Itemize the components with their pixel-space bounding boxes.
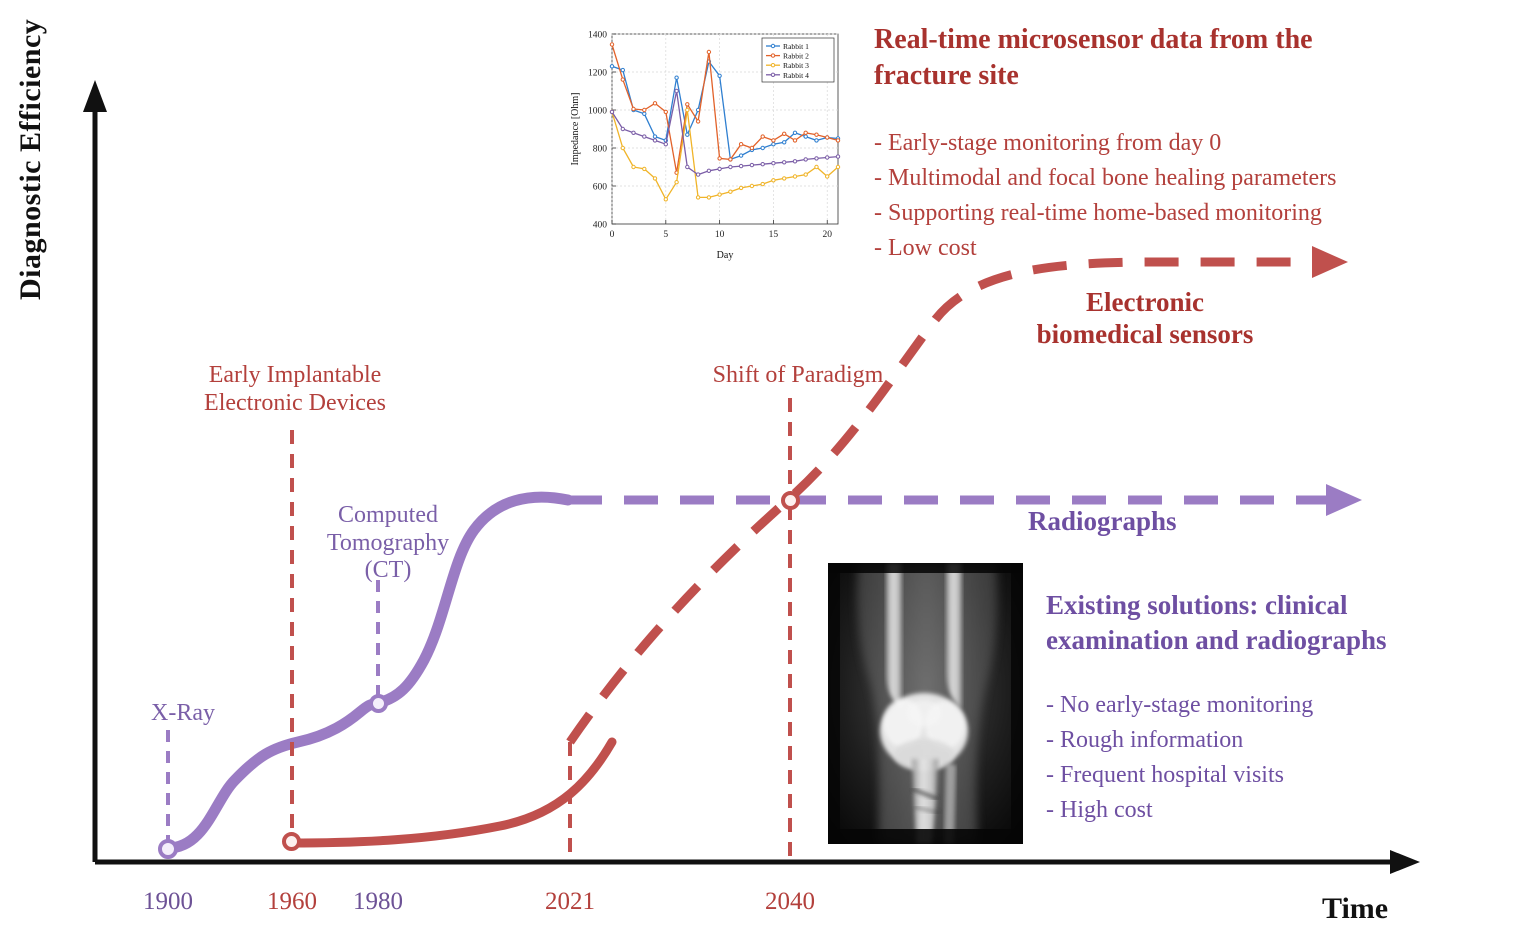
microsensor-title-line2: fracture site <box>874 59 1019 91</box>
label-radiographs: Radiographs <box>1028 506 1177 536</box>
chart-series-marker <box>836 139 839 142</box>
chart-series-marker <box>718 157 721 160</box>
chart-series-marker <box>643 167 646 170</box>
impedance-chart <box>566 22 848 264</box>
marker-early-implantable <box>282 832 301 851</box>
chart-series-marker <box>675 181 678 184</box>
microsensor-bullet-4: - Low cost <box>874 235 977 262</box>
chart-series-marker <box>772 139 775 142</box>
chart-series-marker <box>739 164 742 167</box>
x-axis-arrowhead <box>1390 850 1420 874</box>
chart-ytick-label: 400 <box>592 220 607 231</box>
chart-series-marker <box>675 89 678 92</box>
chart-legend-marker <box>771 54 774 57</box>
chart-series-marker <box>707 196 710 199</box>
chart-series-marker <box>686 108 689 111</box>
radiograph-image <box>828 563 1023 844</box>
x-tick-1900: 1900 <box>143 888 193 915</box>
chart-series-marker <box>686 133 689 136</box>
chart-series-marker <box>772 143 775 146</box>
chart-series-marker <box>643 135 646 138</box>
chart-series-marker <box>653 177 656 180</box>
label-early-implantable-line1: Early Implantable <box>208 362 382 388</box>
chart-series-marker <box>696 196 699 199</box>
radiographs-arrowhead <box>1326 484 1362 516</box>
chart-series-marker <box>653 102 656 105</box>
chart-series-marker <box>610 110 613 113</box>
chart-legend-marker <box>771 73 774 76</box>
chart-series-marker <box>750 184 753 187</box>
chart-ytick-label: 600 <box>592 182 607 193</box>
microsensor-bullet-3: - Supporting real-time home-based monitoring <box>874 200 1322 227</box>
chart-series-marker <box>664 110 667 113</box>
chart-series-marker <box>783 141 786 144</box>
marker-ct <box>369 694 388 713</box>
chart-series-marker <box>729 165 732 168</box>
chart-series-marker <box>836 155 839 158</box>
chart-series-marker <box>632 131 635 134</box>
chart-series-marker <box>729 158 732 161</box>
chart-series-marker <box>826 136 829 139</box>
chart-legend-marker <box>771 64 774 67</box>
chart-ytick-label: 1400 <box>588 30 607 41</box>
chart-series-marker <box>621 68 624 71</box>
chart-series-marker <box>826 175 829 178</box>
chart-series-marker <box>750 163 753 166</box>
chart-series-marker <box>772 179 775 182</box>
label-early-implantable-electronic-devices <box>170 362 420 417</box>
marker-xray <box>158 839 178 859</box>
label-computed-tomography <box>300 502 476 585</box>
chart-series-marker <box>653 135 656 138</box>
label-shift-of-paradigm: Shift of Paradigm <box>712 362 884 388</box>
label-early-implantable-line2: Electronic Devices <box>204 389 386 416</box>
chart-xtick-label: 0 <box>609 230 615 240</box>
microsensor-bullet-1: - Early-stage monitoring from day 0 <box>874 130 1222 156</box>
chart-series-marker <box>761 146 764 149</box>
chart-series-marker <box>793 131 796 134</box>
chart-series-marker <box>826 156 829 159</box>
chart-series-marker <box>793 175 796 178</box>
label-ct-line3: (CT) <box>364 557 412 584</box>
chart-series-marker <box>772 162 775 165</box>
chart-series-marker <box>750 146 753 149</box>
chart-series-marker <box>783 161 786 164</box>
chart-series-marker <box>804 158 807 161</box>
chart-series-marker <box>815 139 818 142</box>
chart-series-marker <box>729 190 732 193</box>
label-ct-line2: Tomography <box>326 529 450 556</box>
microsensor-title-line1: Real-time microsensor data from the <box>874 24 1313 55</box>
chart-legend-marker <box>771 44 774 47</box>
existing-solutions-bullet-4: - High cost <box>1046 797 1153 824</box>
label-ebs-line1: Electronic <box>1086 287 1204 317</box>
microsensor-bullets <box>874 126 1434 266</box>
chart-series-marker <box>718 193 721 196</box>
chart-series-marker <box>815 165 818 168</box>
chart-legend-label: Rabbit 2 <box>783 51 809 61</box>
chart-series-marker <box>632 107 635 110</box>
chart-series-marker <box>610 65 613 68</box>
chart-xlabel: Day <box>716 250 734 261</box>
chart-ytick-label: 800 <box>592 144 607 155</box>
chart-series-marker <box>815 157 818 160</box>
marker-shift-of-paradigm <box>781 491 800 510</box>
x-tick-2040: 2040 <box>765 888 815 915</box>
chart-series-marker <box>793 139 796 142</box>
chart-series-marker <box>783 132 786 135</box>
y-axis-arrowhead <box>83 80 107 112</box>
chart-xtick-label: 15 <box>768 230 779 240</box>
chart-series-marker <box>815 133 818 136</box>
chart-series-marker <box>664 143 667 146</box>
chart-ytick-label: 1200 <box>588 68 607 79</box>
sensors-curve <box>290 742 612 843</box>
microsensor-bullet-2: - Multimodal and focal bone healing parameters <box>874 165 1337 192</box>
chart-series-marker <box>804 135 807 138</box>
chart-series-marker <box>610 43 613 46</box>
label-electronic-biomedical-sensors <box>985 286 1305 351</box>
chart-series-marker <box>643 108 646 111</box>
chart-legend-label: Rabbit 3 <box>783 61 809 71</box>
existing-solutions-bullet-3: - Frequent hospital visits <box>1046 762 1284 789</box>
chart-series-marker <box>718 167 721 170</box>
y-axis-title: Diagnostic Efficiency <box>14 18 47 300</box>
x-tick-1960: 1960 <box>267 888 317 915</box>
chart-series-marker <box>739 186 742 189</box>
existing-solutions-bullet-2: - Rough information <box>1046 727 1244 754</box>
existing-solutions-bullet-1: - No early-stage monitoring <box>1046 692 1314 718</box>
chart-ylabel: Impedance [Ohm] <box>570 92 581 166</box>
chart-series-marker <box>739 143 742 146</box>
label-ct-line1: Computed <box>338 502 438 528</box>
chart-xtick-label: 20 <box>822 230 832 240</box>
chart-series-marker <box>621 146 624 149</box>
chart-series-marker <box>653 139 656 142</box>
chart-legend-label: Rabbit 1 <box>783 42 809 51</box>
chart-series-marker <box>761 163 764 166</box>
chart-series-marker <box>621 78 624 81</box>
chart-series-marker <box>696 120 699 123</box>
chart-xtick-label: 10 <box>714 230 725 240</box>
label-ebs-line2: biomedical sensors <box>1036 319 1254 350</box>
x-axis-title: Time <box>1322 892 1389 925</box>
label-xray: X-Ray <box>151 700 215 726</box>
chart-series-marker <box>793 160 796 163</box>
chart-series-marker <box>761 135 764 138</box>
chart-series-marker <box>783 177 786 180</box>
chart-series-marker <box>804 173 807 176</box>
existing-solutions-title-line1: Existing solutions: clinical <box>1046 590 1348 620</box>
chart-legend-label: Rabbit 4 <box>783 70 809 80</box>
chart-xtick-label: 5 <box>663 230 669 240</box>
chart-series-marker <box>632 165 635 168</box>
chart-series-marker <box>696 173 699 176</box>
existing-solutions-title <box>1046 588 1476 657</box>
chart-series-marker <box>664 198 667 201</box>
chart-series-marker <box>643 112 646 115</box>
chart-series-marker <box>621 127 624 130</box>
existing-solutions-title-line2: examination and radiographs <box>1046 624 1387 655</box>
chart-series-marker <box>804 131 807 134</box>
chart-series-marker <box>686 103 689 106</box>
x-tick-1980: 1980 <box>353 888 403 915</box>
chart-series-marker <box>739 154 742 157</box>
microsensor-title <box>874 22 1394 94</box>
chart-series-marker <box>718 74 721 77</box>
x-tick-2021: 2021 <box>545 888 595 915</box>
chart-series-marker <box>761 182 764 185</box>
chart-series-marker <box>836 165 839 168</box>
existing-solutions-bullets <box>1046 688 1486 828</box>
chart-series-marker <box>675 76 678 79</box>
chart-series-marker <box>707 169 710 172</box>
chart-series-marker <box>707 50 710 53</box>
chart-ytick-label: 1000 <box>588 106 607 117</box>
chart-series-marker <box>686 165 689 168</box>
